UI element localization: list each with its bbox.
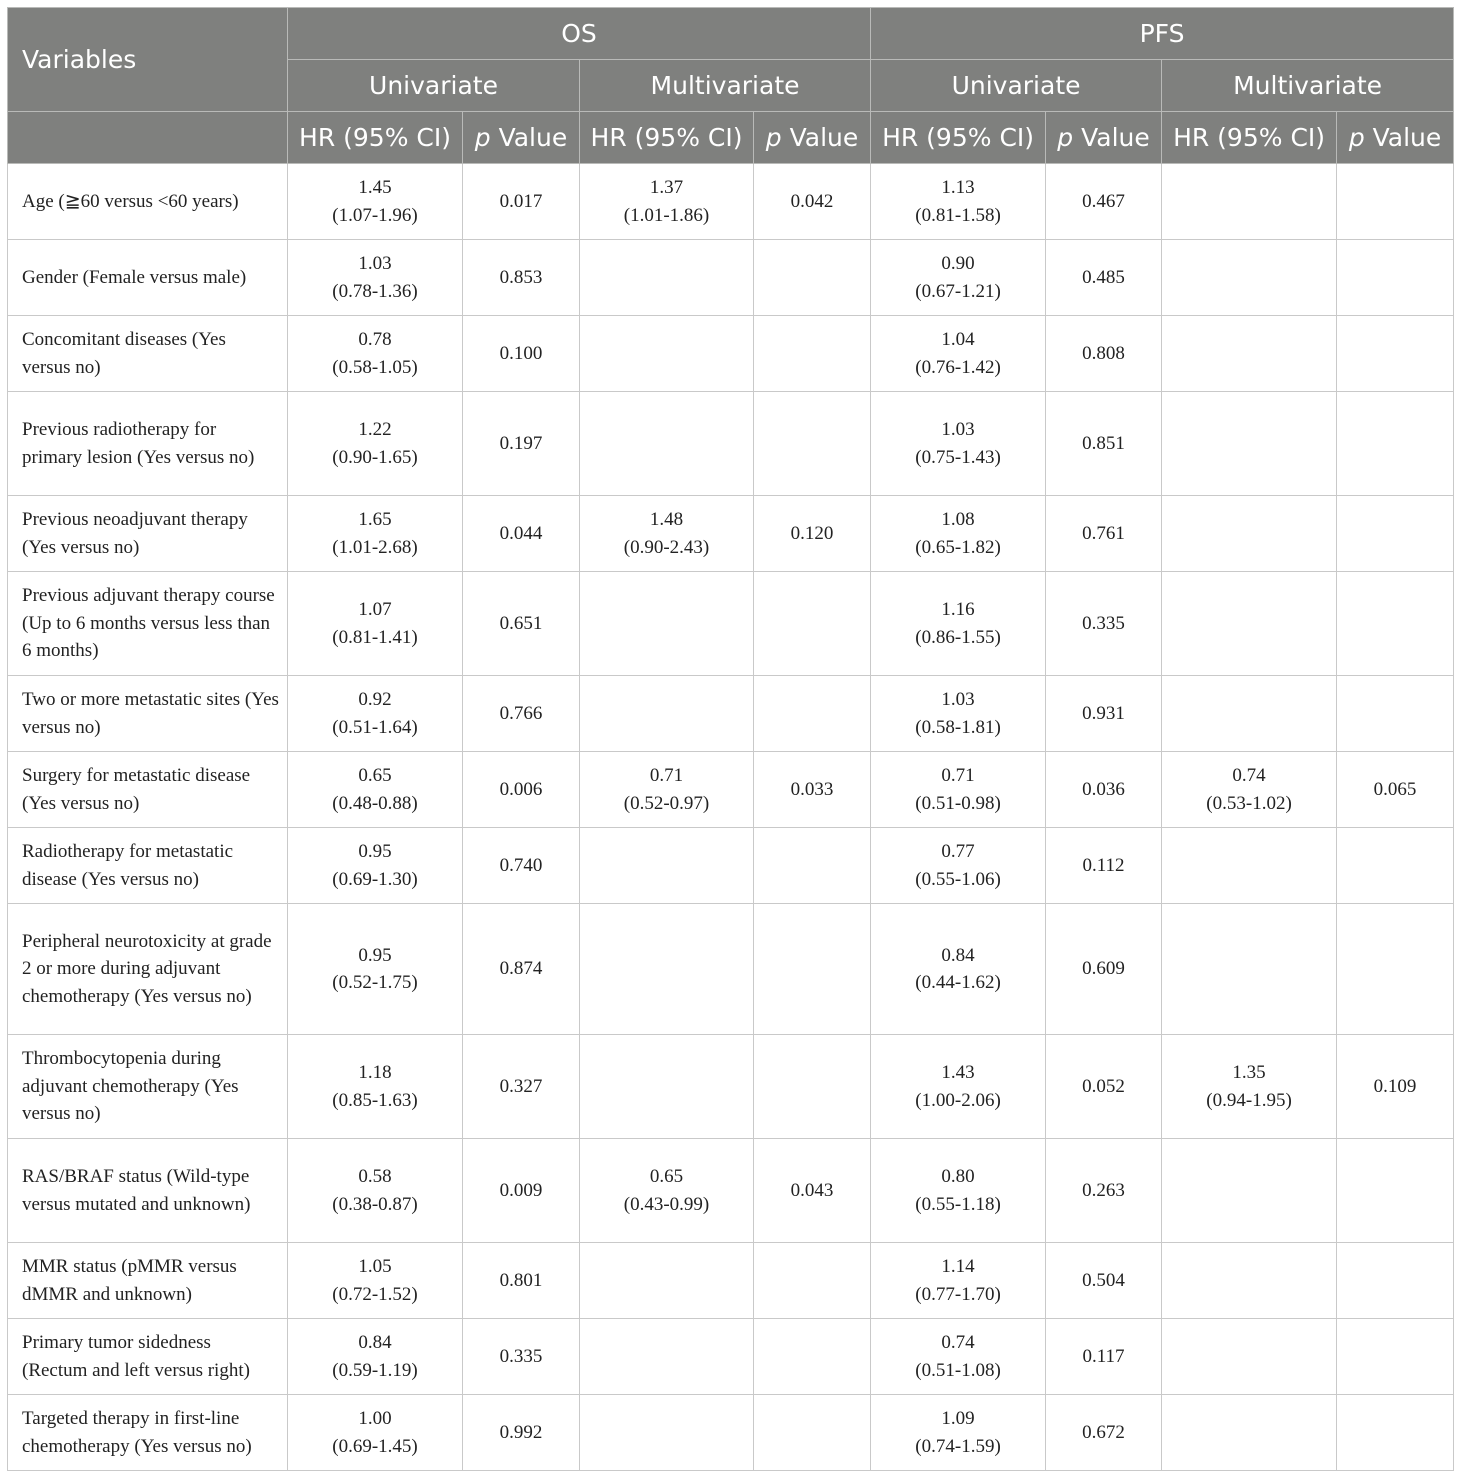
os-uni-p-cell: 0.044 (463, 496, 580, 572)
hazard-ratio-table (7, 7, 1454, 1471)
ci-value: (0.38-0.87) (332, 1193, 418, 1215)
variable-cell: Surgery for metastatic disease (Yes versus no) (8, 752, 288, 828)
variable-cell: MMR status (pMMR versus dMMR and unknown) (8, 1243, 288, 1319)
variables-header: Variables (8, 8, 288, 112)
pfs-uni-hr-cell (871, 392, 1046, 496)
header-row-groups (8, 8, 1454, 60)
pfs-uni-p-cell: 0.335 (1046, 572, 1162, 676)
os-multi-hr-cell (580, 240, 754, 316)
ci-value: (0.53-1.02) (1206, 792, 1292, 814)
os-uni-hr-cell (288, 572, 463, 676)
os-uni-hr-cell (288, 676, 463, 752)
p-value-header (463, 112, 580, 164)
hr-value: 1.65 (358, 509, 392, 530)
os-uni-hr-cell (288, 316, 463, 392)
os-multi-p-cell (754, 392, 871, 496)
variable-cell: Thrombocytopenia during adjuvant chemotherapy (Yes versus no) (8, 1035, 288, 1139)
os-multi-p-cell (754, 316, 871, 392)
pfs-multi-hr-cell (1162, 1243, 1337, 1319)
hr-value: 0.71 (649, 765, 684, 786)
ci-value: (0.86-1.55) (915, 626, 1001, 648)
hr-value: 1.09 (941, 1408, 975, 1429)
table-row (8, 1395, 1454, 1471)
pfs-uni-p-cell: 0.672 (1046, 1395, 1162, 1471)
hr-header: HR (95% CI) (1162, 112, 1337, 164)
table-row (8, 392, 1454, 496)
pfs-multi-hr-cell (1162, 1139, 1337, 1243)
p-italic: p (1348, 123, 1365, 152)
ci-value: (0.48-0.88) (332, 792, 418, 814)
pfs-univariate-header: Univariate (871, 60, 1162, 112)
pfs-multi-p-cell: 0.065 (1337, 752, 1454, 828)
pfs-uni-p-cell: 0.761 (1046, 496, 1162, 572)
blank-header-cell (8, 112, 288, 164)
pfs-multi-hr-cell (1162, 496, 1337, 572)
hr-value: 1.35 (1232, 1062, 1266, 1083)
table-row (8, 1035, 1454, 1139)
hr-value: 1.43 (941, 1062, 975, 1083)
pfs-multi-p-cell (1337, 828, 1454, 904)
os-multi-hr-cell (580, 1139, 754, 1243)
pfs-multi-hr-cell (1162, 752, 1337, 828)
header-row-columns (8, 112, 1454, 164)
table-row (8, 904, 1454, 1035)
ci-value: (0.58-1.81) (915, 716, 1001, 738)
ci-value: (0.74-1.59) (915, 1435, 1001, 1457)
os-multi-p-cell: 0.042 (754, 164, 871, 240)
hr-value: 1.37 (649, 177, 684, 198)
ci-value: (0.85-1.63) (332, 1089, 418, 1111)
os-uni-hr-cell (288, 240, 463, 316)
ci-value: (1.07-1.96) (332, 204, 418, 226)
pfs-multi-p-cell (1337, 496, 1454, 572)
ci-value: (0.77-1.70) (915, 1283, 1001, 1305)
ci-value: (0.90-1.65) (332, 446, 418, 468)
hr-value: 1.03 (358, 253, 392, 274)
pfs-uni-p-cell: 0.851 (1046, 392, 1162, 496)
hr-header: HR (95% CI) (871, 112, 1046, 164)
ci-value: (0.76-1.42) (915, 356, 1001, 378)
variable-cell: RAS/BRAF status (Wild-type versus mutated and unknown) (8, 1139, 288, 1243)
os-uni-p-cell: 0.335 (463, 1319, 580, 1395)
p-value-text: Value (781, 123, 859, 152)
os-uni-hr-cell (288, 1139, 463, 1243)
table-header (8, 8, 1454, 164)
pfs-uni-hr-cell (871, 1139, 1046, 1243)
variable-cell: Previous adjuvant therapy course (Up to 6 months versus less than 6 months) (8, 572, 288, 676)
pfs-uni-p-cell: 0.117 (1046, 1319, 1162, 1395)
pfs-group-header: PFS (871, 8, 1454, 60)
table-row (8, 828, 1454, 904)
pfs-uni-hr-cell (871, 1243, 1046, 1319)
hr-value: 0.92 (358, 689, 392, 710)
hr-value: 1.03 (941, 419, 975, 440)
os-multi-p-cell (754, 1243, 871, 1319)
hr-value: 1.18 (358, 1062, 392, 1083)
pfs-uni-p-cell: 0.808 (1046, 316, 1162, 392)
os-uni-p-cell: 0.100 (463, 316, 580, 392)
pfs-uni-p-cell: 0.112 (1046, 828, 1162, 904)
pfs-multi-hr-cell (1162, 240, 1337, 316)
hr-value: 1.16 (941, 599, 975, 620)
p-value-text: Value (1073, 123, 1150, 152)
pfs-multi-hr-cell (1162, 676, 1337, 752)
pfs-uni-hr-cell (871, 496, 1046, 572)
variable-cell: Radiotherapy for metastatic disease (Yes versus no) (8, 828, 288, 904)
table-row (8, 676, 1454, 752)
os-multi-hr-cell (580, 1035, 754, 1139)
os-multi-hr-cell (580, 392, 754, 496)
os-uni-hr-cell (288, 164, 463, 240)
ci-value: (0.44-1.62) (915, 972, 1001, 993)
pfs-multi-p-cell (1337, 572, 1454, 676)
pfs-uni-hr-cell (871, 676, 1046, 752)
pfs-multi-hr-cell (1162, 164, 1337, 240)
ci-value: (0.81-1.41) (332, 626, 418, 648)
hr-value: 1.22 (358, 419, 392, 440)
os-univariate-header: Univariate (288, 60, 580, 112)
os-uni-p-cell: 0.017 (463, 164, 580, 240)
os-uni-hr-cell (288, 1035, 463, 1139)
pfs-uni-hr-cell (871, 904, 1046, 1035)
ci-value: (0.90-2.43) (623, 536, 710, 558)
pfs-multi-p-cell (1337, 240, 1454, 316)
hr-header: HR (95% CI) (580, 112, 754, 164)
ci-value: (0.51-0.98) (915, 792, 1001, 814)
os-multi-hr-cell (580, 316, 754, 392)
pfs-multivariate-header: Multivariate (1162, 60, 1454, 112)
table-row (8, 164, 1454, 240)
pfs-multi-hr-cell (1162, 1035, 1337, 1139)
pfs-uni-p-cell: 0.504 (1046, 1243, 1162, 1319)
pfs-multi-hr-cell (1162, 1319, 1337, 1395)
table-row (8, 1319, 1454, 1395)
pfs-multi-p-cell (1337, 676, 1454, 752)
hr-value: 1.08 (941, 509, 975, 530)
ci-value: (0.55-1.18) (915, 1193, 1001, 1215)
p-italic: p (1057, 123, 1074, 152)
table-row (8, 240, 1454, 316)
p-value-text: Value (1364, 123, 1442, 152)
pfs-uni-p-cell: 0.467 (1046, 164, 1162, 240)
os-uni-hr-cell (288, 1395, 463, 1471)
ci-value: (0.55-1.06) (915, 868, 1001, 890)
os-multi-p-cell (754, 904, 871, 1035)
hr-value: 1.04 (941, 329, 975, 350)
hr-value: 0.74 (1232, 765, 1266, 786)
pfs-multi-p-cell (1337, 1319, 1454, 1395)
ci-value: (0.51-1.08) (915, 1359, 1001, 1381)
os-multi-hr-cell (580, 164, 754, 240)
os-multi-p-cell: 0.043 (754, 1139, 871, 1243)
hr-header: HR (95% CI) (288, 112, 463, 164)
hr-value: 0.74 (941, 1332, 975, 1353)
pfs-multi-hr-cell (1162, 392, 1337, 496)
pfs-multi-p-cell (1337, 1139, 1454, 1243)
hr-value: 1.13 (941, 177, 975, 198)
os-multi-hr-cell (580, 752, 754, 828)
os-multi-hr-cell (580, 828, 754, 904)
table-row (8, 752, 1454, 828)
ci-value: (1.01-1.86) (623, 204, 710, 226)
variable-cell: Primary tumor sidedness (Rectum and left versus right) (8, 1319, 288, 1395)
ci-value: (0.69-1.45) (332, 1435, 418, 1457)
os-uni-hr-cell (288, 752, 463, 828)
pfs-multi-p-cell: 0.109 (1337, 1035, 1454, 1139)
hr-value: 0.80 (941, 1166, 975, 1187)
pfs-multi-p-cell (1337, 1395, 1454, 1471)
hr-value: 1.00 (358, 1408, 392, 1429)
pfs-uni-hr-cell (871, 752, 1046, 828)
os-uni-hr-cell (288, 828, 463, 904)
variable-cell: Previous radiotherapy for primary lesion (Yes versus no) (8, 392, 288, 496)
hr-value: 0.90 (941, 253, 975, 274)
os-uni-p-cell: 0.651 (463, 572, 580, 676)
os-uni-p-cell: 0.853 (463, 240, 580, 316)
os-multi-p-cell (754, 240, 871, 316)
pfs-multi-p-cell (1337, 392, 1454, 496)
os-uni-hr-cell (288, 904, 463, 1035)
variable-cell: Age (≧60 versus <60 years) (8, 164, 288, 240)
os-uni-hr-cell (288, 392, 463, 496)
variable-cell: Targeted therapy in first-line chemotherapy (Yes versus no) (8, 1395, 288, 1471)
hr-value: 0.84 (358, 1332, 392, 1353)
pfs-multi-p-cell (1337, 316, 1454, 392)
ci-value: (0.52-0.97) (623, 792, 710, 814)
pfs-multi-hr-cell (1162, 1395, 1337, 1471)
os-uni-p-cell: 0.874 (463, 904, 580, 1035)
table-row (8, 496, 1454, 572)
table-row (8, 572, 1454, 676)
ci-value: (0.65-1.82) (915, 536, 1001, 558)
os-uni-hr-cell (288, 1319, 463, 1395)
table-row (8, 1139, 1454, 1243)
variable-cell: Two or more metastatic sites (Yes versus no) (8, 676, 288, 752)
ci-value: (1.00-2.06) (915, 1089, 1001, 1111)
ci-value: (0.51-1.64) (332, 716, 418, 738)
hr-value: 0.95 (358, 841, 392, 862)
pfs-multi-p-cell (1337, 904, 1454, 1035)
ci-value: (0.94-1.95) (1206, 1089, 1292, 1111)
os-multi-hr-cell (580, 1243, 754, 1319)
pfs-multi-p-cell (1337, 1243, 1454, 1319)
os-uni-p-cell: 0.006 (463, 752, 580, 828)
os-uni-hr-cell (288, 1243, 463, 1319)
hr-value: 0.65 (649, 1166, 684, 1187)
ci-value: (0.59-1.19) (332, 1359, 418, 1381)
p-value-header (1337, 112, 1454, 164)
os-multi-hr-cell (580, 496, 754, 572)
pfs-multi-hr-cell (1162, 572, 1337, 676)
pfs-uni-p-cell: 0.609 (1046, 904, 1162, 1035)
os-multi-hr-cell (580, 1395, 754, 1471)
os-uni-p-cell: 0.801 (463, 1243, 580, 1319)
p-italic: p (474, 123, 491, 152)
pfs-multi-p-cell (1337, 164, 1454, 240)
p-value-header (754, 112, 871, 164)
ci-value: (0.72-1.52) (332, 1283, 418, 1305)
pfs-uni-p-cell: 0.485 (1046, 240, 1162, 316)
ci-value: (0.52-1.75) (332, 972, 418, 993)
pfs-uni-p-cell: 0.931 (1046, 676, 1162, 752)
variable-cell: Previous neoadjuvant therapy (Yes versus no) (8, 496, 288, 572)
pfs-uni-hr-cell (871, 828, 1046, 904)
os-multi-hr-cell (580, 572, 754, 676)
hr-value: 0.77 (941, 841, 975, 862)
os-multi-p-cell: 0.120 (754, 496, 871, 572)
hr-value: 0.84 (941, 944, 975, 966)
variable-cell: Peripheral neurotoxicity at grade 2 or more during adjuvant chemotherapy (Yes versus no) (8, 904, 288, 1035)
os-multi-p-cell (754, 676, 871, 752)
os-multi-p-cell (754, 828, 871, 904)
os-multi-hr-cell (580, 676, 754, 752)
os-multi-p-cell (754, 572, 871, 676)
variable-cell: Concomitant diseases (Yes versus no) (8, 316, 288, 392)
pfs-uni-p-cell: 0.052 (1046, 1035, 1162, 1139)
p-value-text: Value (490, 123, 568, 152)
os-uni-p-cell: 0.766 (463, 676, 580, 752)
os-multivariate-header: Multivariate (580, 60, 871, 112)
pfs-uni-hr-cell (871, 1319, 1046, 1395)
pfs-uni-hr-cell (871, 572, 1046, 676)
pfs-multi-hr-cell (1162, 904, 1337, 1035)
ci-value: (0.69-1.30) (332, 868, 418, 890)
pfs-uni-hr-cell (871, 1395, 1046, 1471)
pfs-uni-p-cell: 0.263 (1046, 1139, 1162, 1243)
os-multi-p-cell: 0.033 (754, 752, 871, 828)
p-value-header (1046, 112, 1162, 164)
os-group-header: OS (288, 8, 871, 60)
os-multi-p-cell (754, 1319, 871, 1395)
os-uni-p-cell: 0.327 (463, 1035, 580, 1139)
pfs-uni-hr-cell (871, 1035, 1046, 1139)
pfs-multi-hr-cell (1162, 316, 1337, 392)
os-uni-p-cell: 0.009 (463, 1139, 580, 1243)
ci-value: (1.01-2.68) (332, 536, 418, 558)
p-italic: p (765, 123, 782, 152)
hr-value: 1.45 (358, 177, 392, 198)
os-multi-p-cell (754, 1035, 871, 1139)
hr-value: 0.71 (941, 765, 975, 786)
pfs-uni-p-cell: 0.036 (1046, 752, 1162, 828)
ci-value: (0.81-1.58) (915, 204, 1001, 226)
table-row (8, 1243, 1454, 1319)
variable-cell: Gender (Female versus male) (8, 240, 288, 316)
ci-value: (0.78-1.36) (332, 280, 418, 302)
os-multi-hr-cell (580, 904, 754, 1035)
os-uni-p-cell: 0.992 (463, 1395, 580, 1471)
hr-value: 0.65 (358, 765, 392, 786)
os-uni-hr-cell (288, 496, 463, 572)
pfs-uni-hr-cell (871, 164, 1046, 240)
table-row (8, 316, 1454, 392)
hr-value: 1.48 (649, 509, 684, 530)
ci-value: (0.67-1.21) (915, 280, 1001, 302)
results-table-wrapper (7, 7, 1453, 1471)
ci-value: (0.75-1.43) (915, 446, 1001, 468)
hr-value: 1.05 (358, 1256, 392, 1277)
ci-value: (0.43-0.99) (623, 1193, 710, 1215)
os-multi-hr-cell (580, 1319, 754, 1395)
table-body (8, 164, 1454, 1471)
pfs-uni-hr-cell (871, 316, 1046, 392)
pfs-multi-hr-cell (1162, 828, 1337, 904)
os-multi-p-cell (754, 1395, 871, 1471)
os-uni-p-cell: 0.740 (463, 828, 580, 904)
hr-value: 1.07 (358, 599, 392, 620)
hr-value: 0.95 (358, 944, 392, 966)
hr-value: 0.78 (358, 329, 392, 350)
hr-value: 1.03 (941, 689, 975, 710)
hr-value: 1.14 (941, 1256, 975, 1277)
hr-value: 0.58 (358, 1166, 392, 1187)
os-uni-p-cell: 0.197 (463, 392, 580, 496)
ci-value: (0.58-1.05) (332, 356, 418, 378)
pfs-uni-hr-cell (871, 240, 1046, 316)
